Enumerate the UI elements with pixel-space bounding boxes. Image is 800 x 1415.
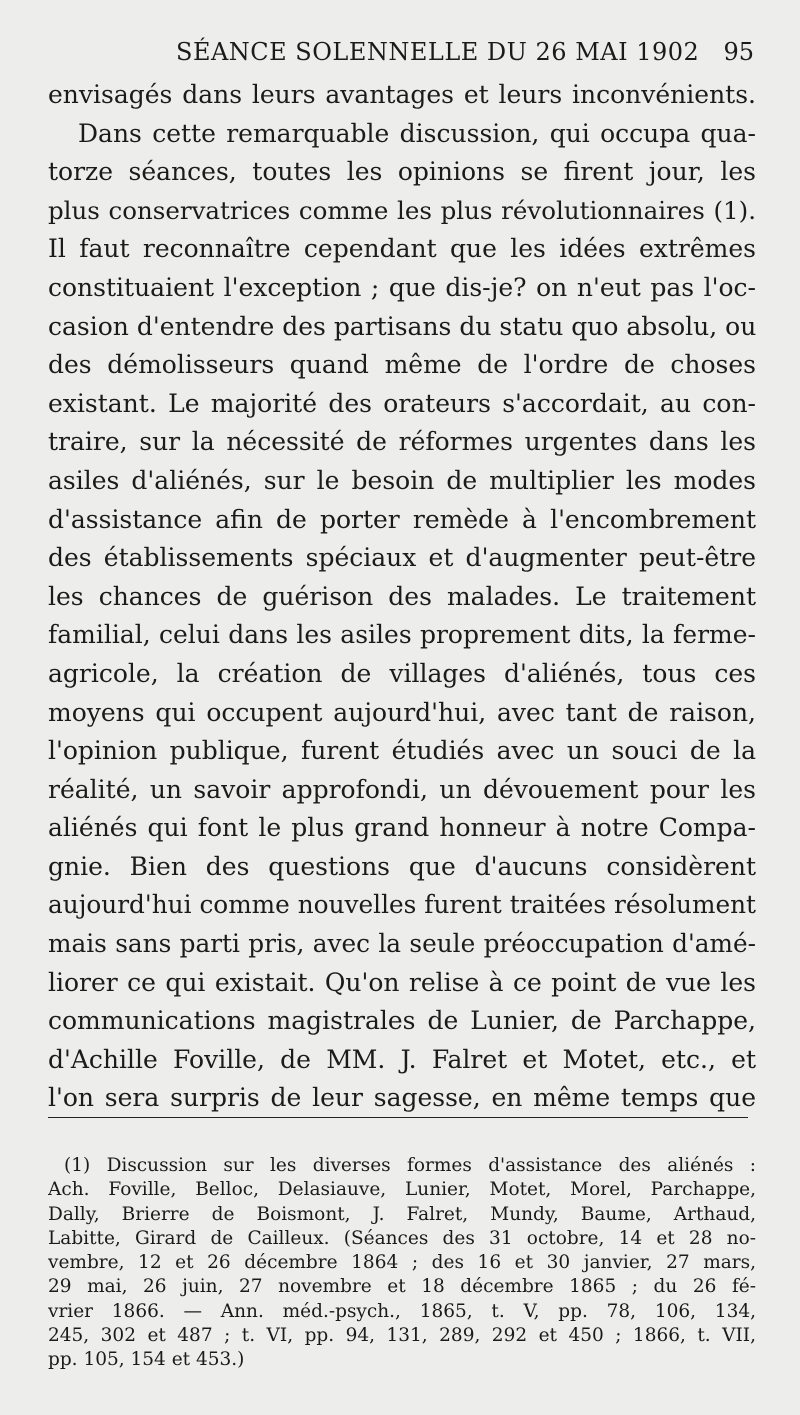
footnote-line: 29 mai, 26 juin, 27 novembre et 18 décembre 1865 ; du 26 fé-	[48, 1276, 756, 1298]
footnote-line: vrier 1866. — Ann. méd.-psych., 1865, t. V, pp. 78, 106, 134,	[48, 1300, 756, 1322]
body-line: l'on sera surpris de leur sagesse, en même temps que	[48, 1083, 756, 1113]
footnote-line: Labitte, Girard de Cailleux. (Séances des 31 octobre, 14 et 28 no-	[48, 1227, 756, 1249]
body-line: d'Achille Foville, de MM. J. Falret et Motet, etc., et	[48, 1044, 756, 1074]
page-number: 95	[723, 38, 754, 66]
body-line: familial, celui dans les asiles proprement dits, la ferme-	[48, 620, 756, 650]
body-line: communications magistrales de Lunier, de Parchappe,	[48, 1006, 756, 1036]
body-line: casion d'entendre des partisans du statu quo absolu, ou	[48, 311, 756, 341]
body-line: Dans cette remarquable discussion, qui occupa qua-	[78, 118, 756, 148]
body-line: moyens qui occupent aujourd'hui, avec tant de raison,	[48, 697, 756, 727]
body-line: aujourd'hui comme nouvelles furent traitées résolument	[48, 890, 756, 920]
footnote-line: 245, 302 et 487 ; t. VI, pp. 94, 131, 289, 292 et 450 ; 1866, t. VII,	[48, 1325, 756, 1347]
body-line: Il faut reconnaître cependant que les idées extrêmes	[48, 234, 756, 264]
body-line: liorer ce qui existait. Qu'on relise à ce point de vue les	[48, 967, 756, 997]
body-line: traire, sur la nécessité de réformes urgentes dans les	[48, 427, 756, 457]
body-line: aliénés qui font le plus grand honneur à notre Compa-	[48, 813, 756, 843]
footnote-separator	[48, 1117, 748, 1118]
body-line: des démolisseurs quand même de l'ordre de choses	[48, 350, 756, 380]
footnote-line: Ach. Foville, Belloc, Delasiauve, Lunier, Motet, Morel, Parchappe,	[48, 1179, 756, 1201]
body-line: l'opinion publique, furent étudiés avec un souci de la	[48, 736, 756, 766]
body-line: agricole, la création de villages d'aliénés, tous ces	[48, 658, 756, 688]
body-line: les chances de guérison des malades. Le traitement	[48, 581, 756, 611]
body-line: envisagés dans leurs avantages et leurs inconvénients.	[48, 80, 756, 109]
running-title: SÉANCE SOLENNELLE DU 26 MAI 1902	[176, 38, 700, 66]
body-line: mais sans parti pris, avec la seule préoccupation d'amé-	[48, 929, 756, 959]
page-header	[48, 38, 754, 72]
body-line: plus conservatrices comme les plus révolutionnaires (1).	[48, 195, 756, 225]
body-line: existant. Le majorité des orateurs s'accordait, au con-	[48, 388, 756, 418]
body-text	[48, 76, 756, 1118]
body-line: torze séances, toutes les opinions se firent jour, les	[48, 157, 756, 187]
body-line: constituaient l'exception ; que dis-je? on n'eut pas l'oc-	[48, 272, 756, 302]
body-line: gnie. Bien des questions que d'aucuns considèrent	[48, 851, 756, 881]
body-line: réalité, un savoir approfondi, un dévouement pour les	[48, 774, 756, 804]
body-line: asiles d'aliénés, sur le besoin de multiplier les modes	[48, 465, 756, 495]
footnote	[48, 1154, 756, 1373]
footnote-line: Dally, Brierre de Boismont, J. Falret, Mundy, Baume, Arthaud,	[48, 1203, 756, 1225]
footnote-line: pp. 105, 154 et 453.)	[48, 1349, 245, 1371]
body-line: d'assistance afin de porter remède à l'encombrement	[48, 504, 756, 534]
footnote-line: (1) Discussion sur les diverses formes d'assistance des aliénés :	[64, 1155, 756, 1176]
footnote-line: vembre, 12 et 26 décembre 1864 ; des 16 et 30 janvier, 27 mars,	[48, 1252, 756, 1274]
body-line: des établissements spéciaux et d'augmenter peut-être	[48, 543, 756, 573]
